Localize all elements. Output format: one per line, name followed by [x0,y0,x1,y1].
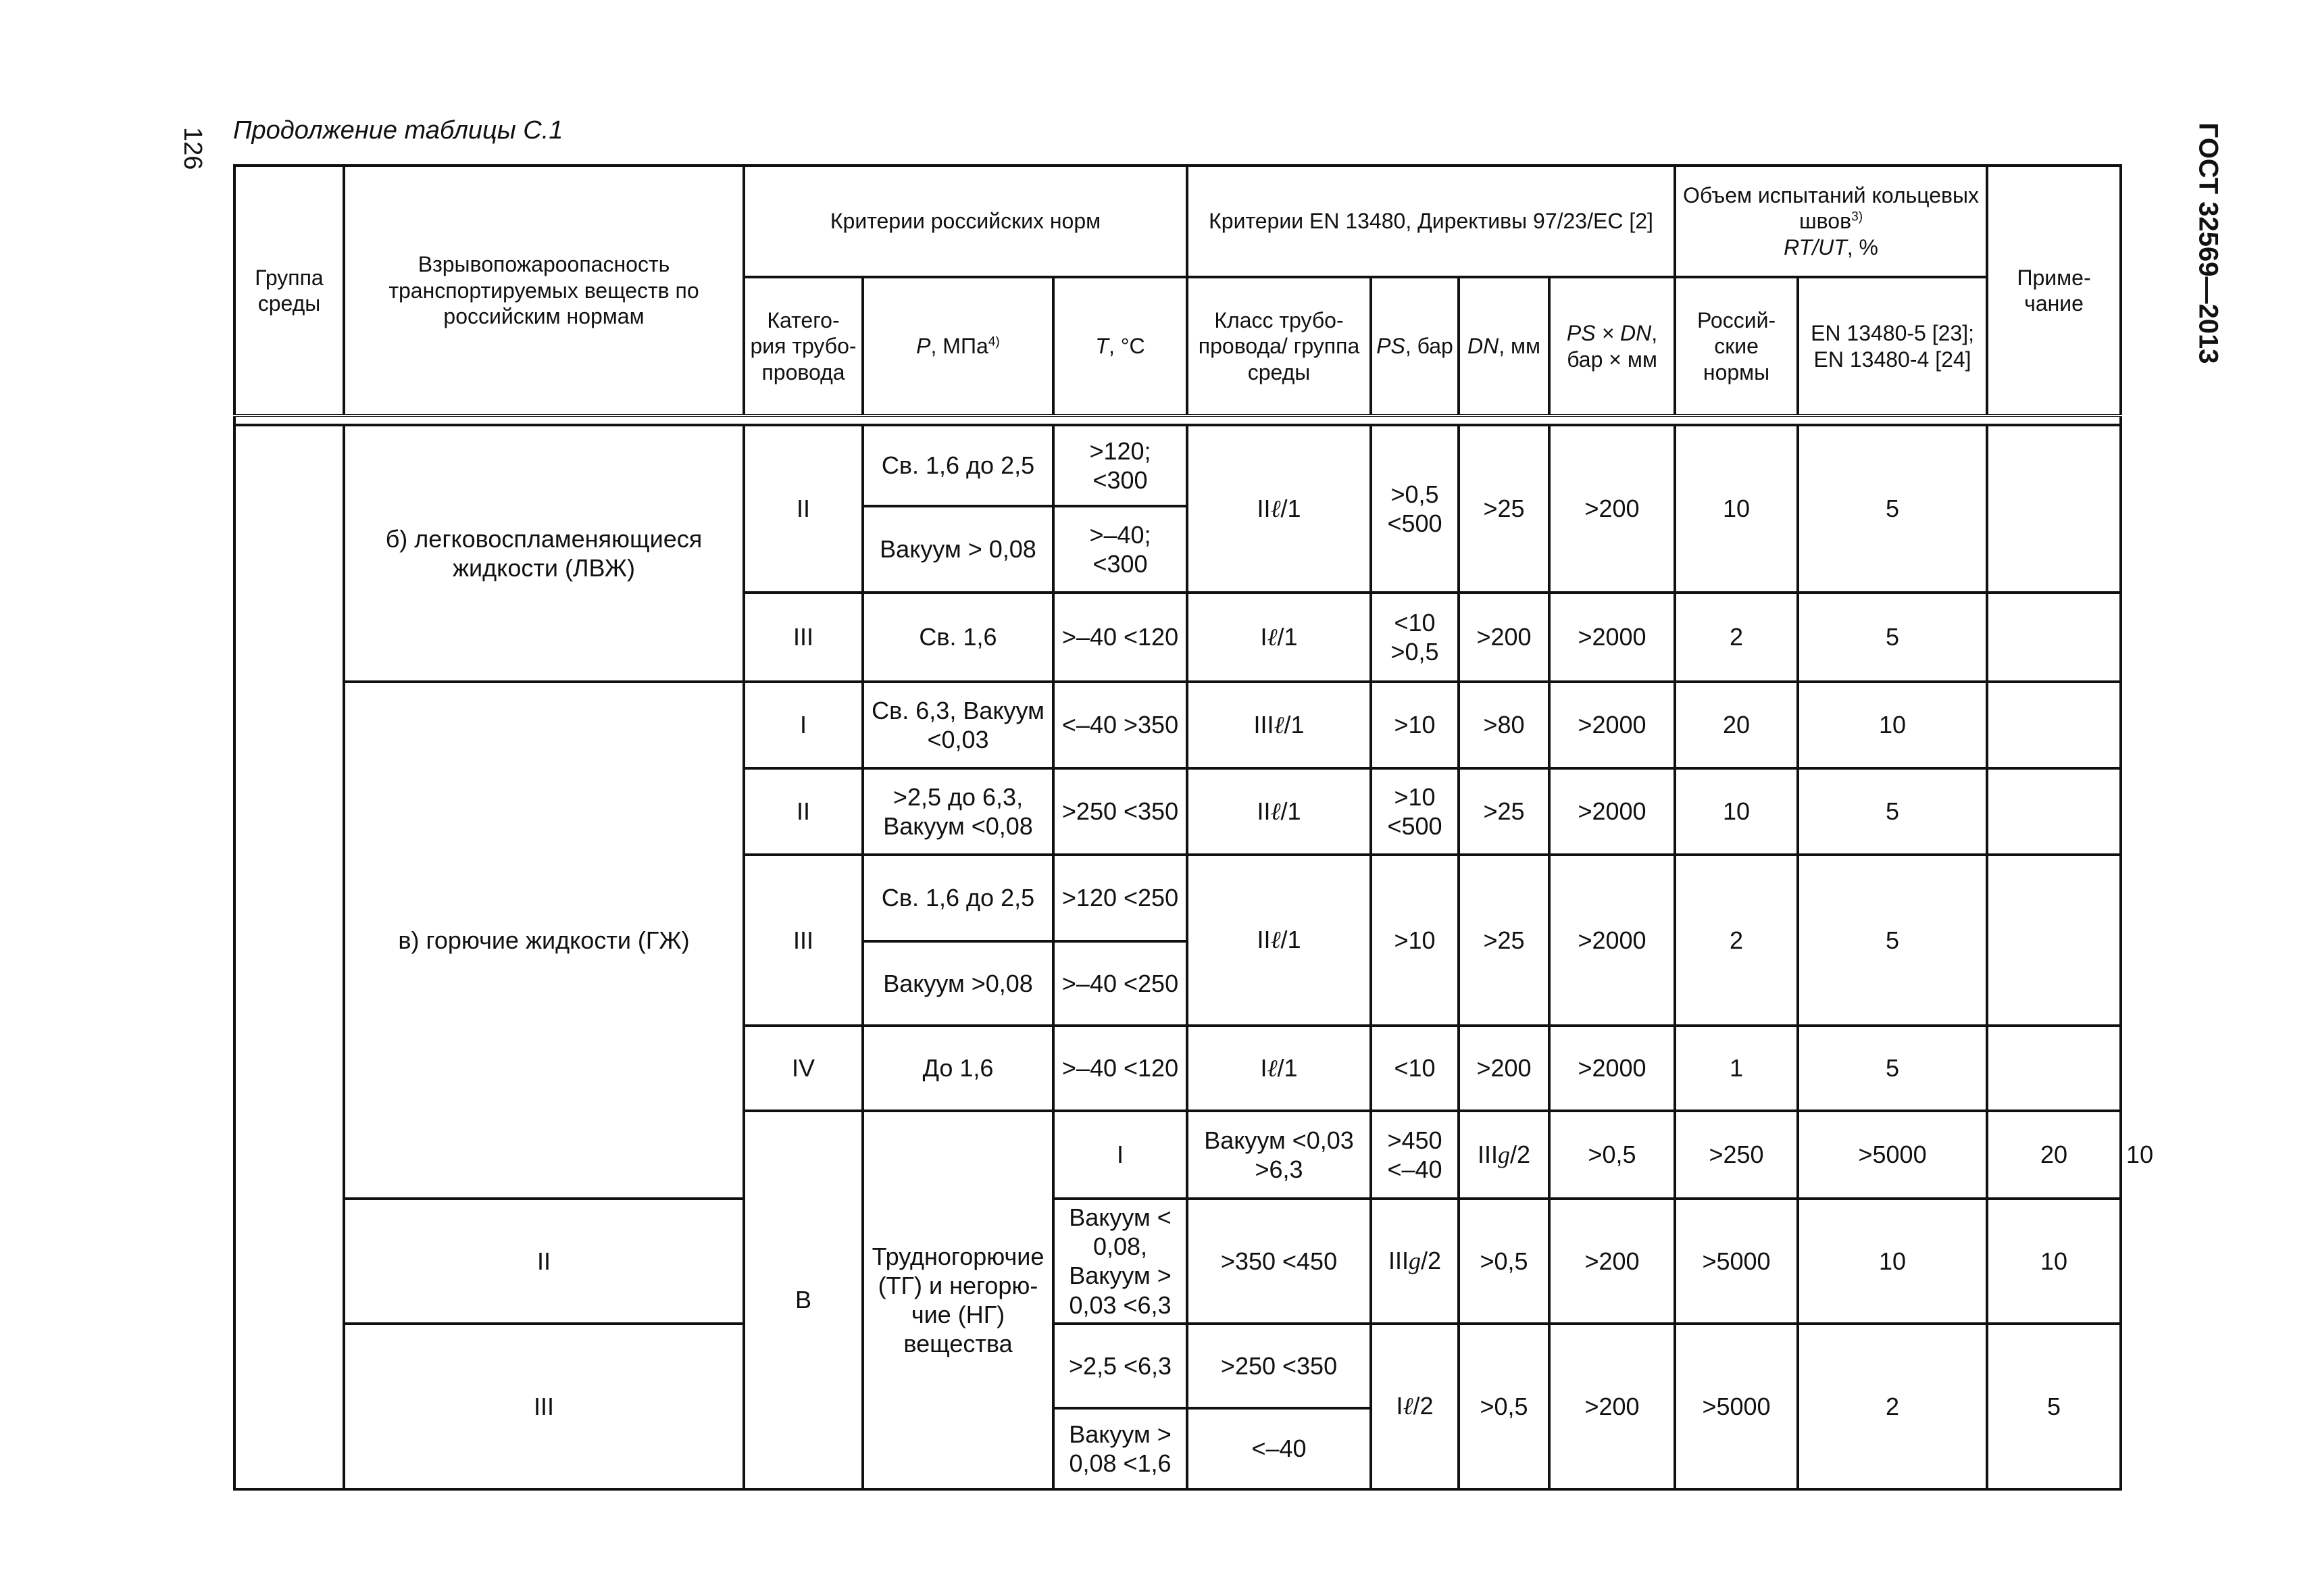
cell-temperature: >450 <–40 [1371,1111,1459,1199]
cell-temperature: >–40 <120 [1053,1026,1187,1111]
cell-category: IV [744,1026,863,1111]
cell-pressure: Вакуум > 0,08 <1,6 [1053,1408,1187,1489]
table-row [234,682,2121,768]
cell-category: II [344,1199,744,1324]
cell-ps-dn: >5000 [1675,1199,1798,1324]
header-russian-criteria: Критерии российских норм [744,166,1187,277]
cell-ps-dn: >2000 [1549,682,1675,768]
cell-ps: >0,5 <500 [1371,425,1459,593]
cell-pipe-class: IIℓ/1 [1187,425,1371,593]
cell-en-test: 5 [1798,425,1987,593]
header-ps-dn: PS × DN, бар × мм [1549,277,1675,416]
cell-dn: >250 [1675,1111,1798,1199]
cell-category: III [744,855,863,1026]
cell-pipe-class: Iℓ/1 [1187,1026,1371,1111]
cell-ps: >0,5 [1459,1324,1549,1489]
header-category: Катего-рия трубо-провода [744,277,863,416]
cell-category: III [344,1324,744,1489]
cell-hazard: в) горючие жидкости (ГЖ) [344,682,744,1199]
cell-en-test: 5 [1798,768,1987,855]
cell-category: II [744,425,863,593]
cell-note [1987,593,2121,682]
cell-pressure: Св. 1,6 до 2,5 [863,855,1053,941]
cell-pressure: Вакуум >0,08 [863,941,1053,1026]
specification-table [233,164,2154,1491]
cell-temperature: <–40 [1187,1408,1371,1489]
cell-dn: >200 [1459,1026,1549,1111]
cell-temperature: >250 <350 [1187,1324,1371,1408]
cell-category: I [1053,1111,1187,1199]
cell-category: III [744,593,863,682]
cell-ps: <10 >0,5 [1371,593,1459,682]
header-pipe-class: Класс трубо-провода/ группа среды [1187,277,1371,416]
cell-temperature: >250 <350 [1053,768,1187,855]
cell-pipe-class: Iℓ/2 [1371,1324,1459,1489]
cell-en-test: 10 [1798,682,1987,768]
cell-dn: >200 [1459,593,1549,682]
cell-ps: >10 [1371,855,1459,1026]
cell-pressure: >2,5 до 6,3, Вакуум <0,08 [863,768,1053,855]
cell-pipe-class: IIIℓ/1 [1187,682,1371,768]
cell-en-test: 5 [1798,1026,1987,1111]
table-row: В Трудногорючие (ТГ) и негорю-чие (НГ) вещества I Вакуум <0,03 >6,3 >450 <–40 IIIg/2 >0,5 >250 >5000 20 10 [234,1111,2121,1199]
cell-pressure: Вакуум <0,03 >6,3 [1187,1111,1371,1199]
cell-ps-dn: >200 [1549,425,1675,593]
cell-pipe-class: IIIg/2 [1459,1111,1549,1199]
cell-en-test: 5 [1798,593,1987,682]
cell-russian-norms: 2 [1675,855,1798,1026]
cell-category: I [744,682,863,768]
standard-code-text: ГОСТ 32569—2013 [2193,122,2223,364]
cell-note [1987,425,2121,593]
cell-pressure: Вакуум < 0,08, Вакуум > 0,03 <6,3 [1053,1199,1187,1324]
header-ps: PS, бар [1371,277,1459,416]
cell-en-test: 10 [1987,1199,2121,1324]
cell-ps: >10 <500 [1371,768,1459,855]
cell-category: II [744,768,863,855]
cell-russian-norms: 20 [1987,1111,2121,1199]
cell-dn: >80 [1459,682,1549,768]
cell-temperature: >–40 <250 [1053,941,1187,1026]
cell-hazard: Трудногорючие (ТГ) и негорю-чие (НГ) вещества [863,1111,1053,1489]
cell-dn: >200 [1549,1324,1675,1489]
header-hazard: Взрывопожароопасность транспортируемых веществ по российским нормам [344,166,744,416]
cell-pressure: Св. 6,3, Вакуум <0,03 [863,682,1053,768]
header-pressure: P, МПа$^{4)}$ [863,277,1053,416]
cell-russian-norms: 1 [1675,1026,1798,1111]
cell-note [1987,855,2121,1026]
cell-temperature: <–40 >350 [1053,682,1187,768]
cell-russian-norms: 2 [1798,1324,1987,1489]
cell-dn: >25 [1459,768,1549,855]
cell-pressure: Св. 1,6 [863,593,1053,682]
cell-pressure: Св. 1,6 до 2,5 [863,425,1053,506]
cell-russian-norms: 10 [1675,768,1798,855]
cell-ps-dn: >2000 [1549,1026,1675,1111]
header-separator [234,416,2121,425]
cell-note [1987,768,2121,855]
cell-pressure: До 1,6 [863,1026,1053,1111]
cell-hazard: б) легковоспламеняющиеся жидкости (ЛВЖ) [344,425,744,682]
cell-ps-dn: >5000 [1798,1111,1987,1199]
cell-temperature: >120 <250 [1053,855,1187,941]
cell-pressure: >2,5 <6,3 [1053,1324,1187,1408]
page-number: 126 [178,127,207,170]
cell-russian-norms: 10 [1675,425,1798,593]
cell-dn: >25 [1459,425,1549,593]
table-row [234,1324,2121,1408]
cell-ps: >0,5 [1549,1111,1675,1199]
cell-ps-dn: >2000 [1549,855,1675,1026]
header-dn: DN, мм [1459,277,1549,416]
cell-pipe-class: IIIg/2 [1371,1199,1459,1324]
cell-ps-dn: >5000 [1675,1324,1798,1489]
header-group: Группа среды [234,166,344,416]
cell-russian-norms: 20 [1675,682,1798,768]
header-en-test: EN 13480-5 [23]; EN 13480-4 [24] [1798,277,1987,416]
cell-group [234,425,344,1489]
cell-pipe-class: IIℓ/1 [1187,768,1371,855]
cell-russian-norms: 2 [1675,593,1798,682]
cell-ps: >0,5 [1459,1199,1549,1324]
cell-ps: <10 [1371,1026,1459,1111]
header-russian-norms: Россий-ские нормы [1675,277,1798,416]
header-note: Приме-чание [1987,166,2121,416]
cell-temperature: >120; <300 [1053,425,1187,506]
cell-dn: >25 [1459,855,1549,1026]
header-test-volume: Объем испытаний кольцевых швов$^{3)}$ RT/UT, % [1675,166,1987,277]
table-continuation-label: Продолжение таблицы С.1 [233,116,563,145]
cell-russian-norms: 10 [1798,1199,1987,1324]
table-row [234,1199,2121,1324]
cell-note [1987,682,2121,768]
cell-temperature: >–40 <120 [1053,593,1187,682]
cell-ps-dn: >2000 [1549,593,1675,682]
cell-pressure: Вакуум > 0,08 [863,506,1053,593]
cell-ps: >10 [1371,682,1459,768]
standard-code [2188,115,2228,372]
cell-en-test: 5 [1987,1324,2121,1489]
cell-pipe-class: IIℓ/1 [1187,855,1371,1026]
cell-dn: >200 [1549,1199,1675,1324]
cell-temperature: >–40; <300 [1053,506,1187,593]
cell-ps-dn: >2000 [1549,768,1675,855]
table-row [234,425,2121,506]
cell-pipe-class: Iℓ/1 [1187,593,1371,682]
cell-note [1987,1026,2121,1111]
cell-group: В [744,1111,863,1489]
header-en-criteria: Критерии EN 13480, Директивы 97/23/ЕС [2] [1187,166,1675,277]
header-temperature: T, °С [1053,277,1187,416]
cell-en-test: 5 [1798,855,1987,1026]
cell-temperature: >350 <450 [1187,1199,1371,1324]
